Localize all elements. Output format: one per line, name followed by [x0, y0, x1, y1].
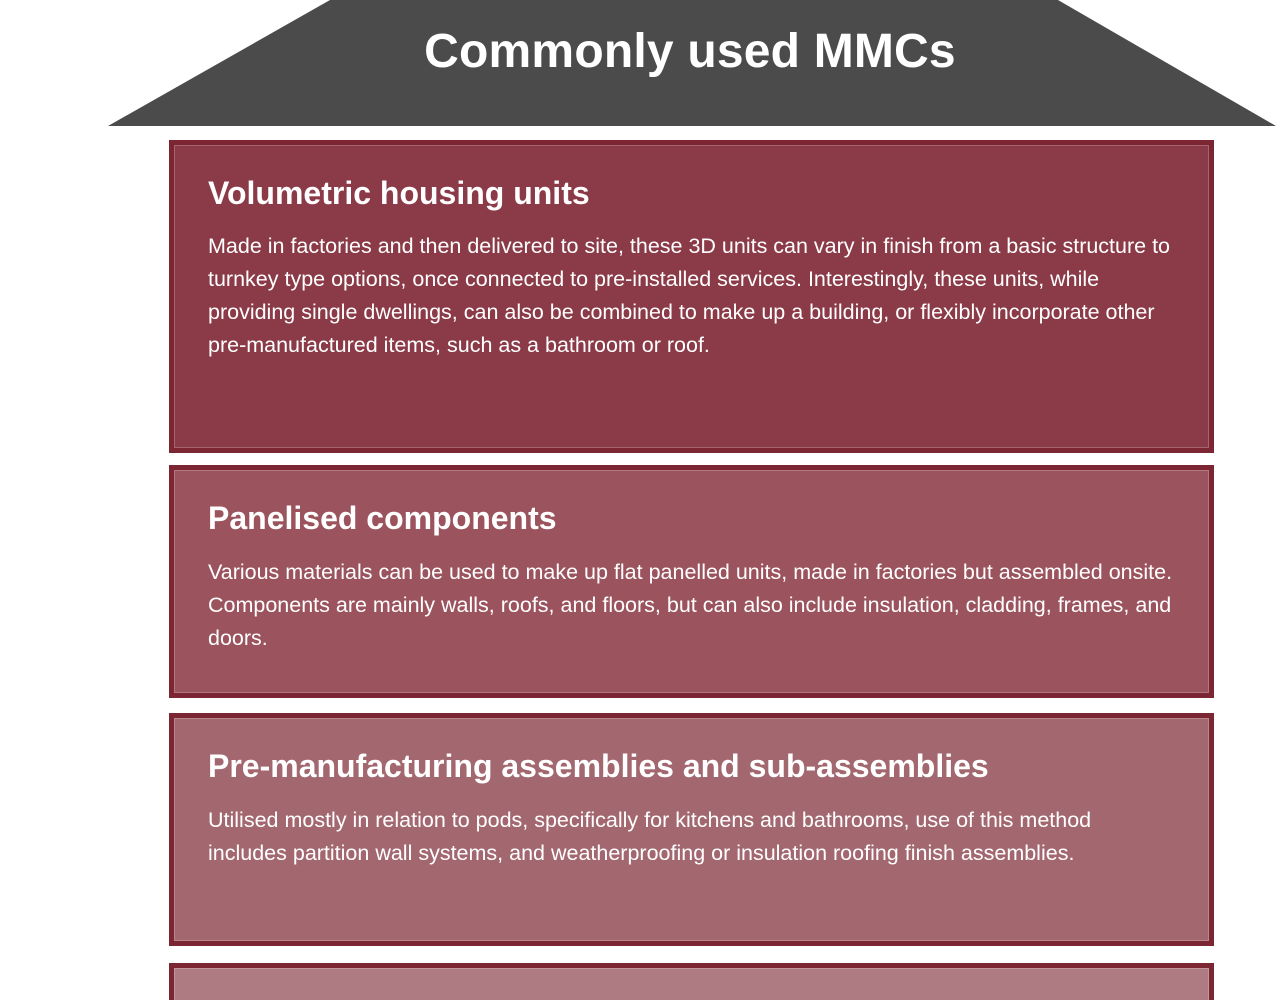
- diagram-title: Commonly used MMCs: [424, 25, 956, 78]
- block-inner-border: [174, 968, 1209, 1000]
- block-title: Pre-manufacturing assemblies and sub-assemblies: [208, 748, 989, 784]
- block-partial-next: [169, 963, 1214, 1000]
- block-pre-manufacturing-assemblies: [169, 713, 1214, 946]
- block-title: Volumetric housing units: [208, 175, 590, 211]
- block-panelised-components: [169, 465, 1214, 698]
- block-text: Various materials can be used to make up flat panelled units, made in factories but assembled onsite. Components are mainly walls, roofs, and floors, but can also include insulation, cladding, frames, and doors.: [208, 560, 1173, 650]
- block-volumetric-housing-units: [169, 140, 1214, 453]
- block-text: Made in factories and then delivered to site, these 3D units can vary in finish from a basic structure to turnkey type options, once connected to pre-installed services. Interestingly, these units, while providing single dwellings, can also be combined to make up a building, or flexibly incorporate other pre-manufactured items, such as a bathroom or roof.: [208, 234, 1171, 357]
- block-text: Utilised mostly in relation to pods, specifically for kitchens and bathrooms, use of this method includes partition wall systems, and weatherproofing or insulation roofing finish assemblies.: [208, 808, 1092, 865]
- block-title: Panelised components: [208, 500, 557, 536]
